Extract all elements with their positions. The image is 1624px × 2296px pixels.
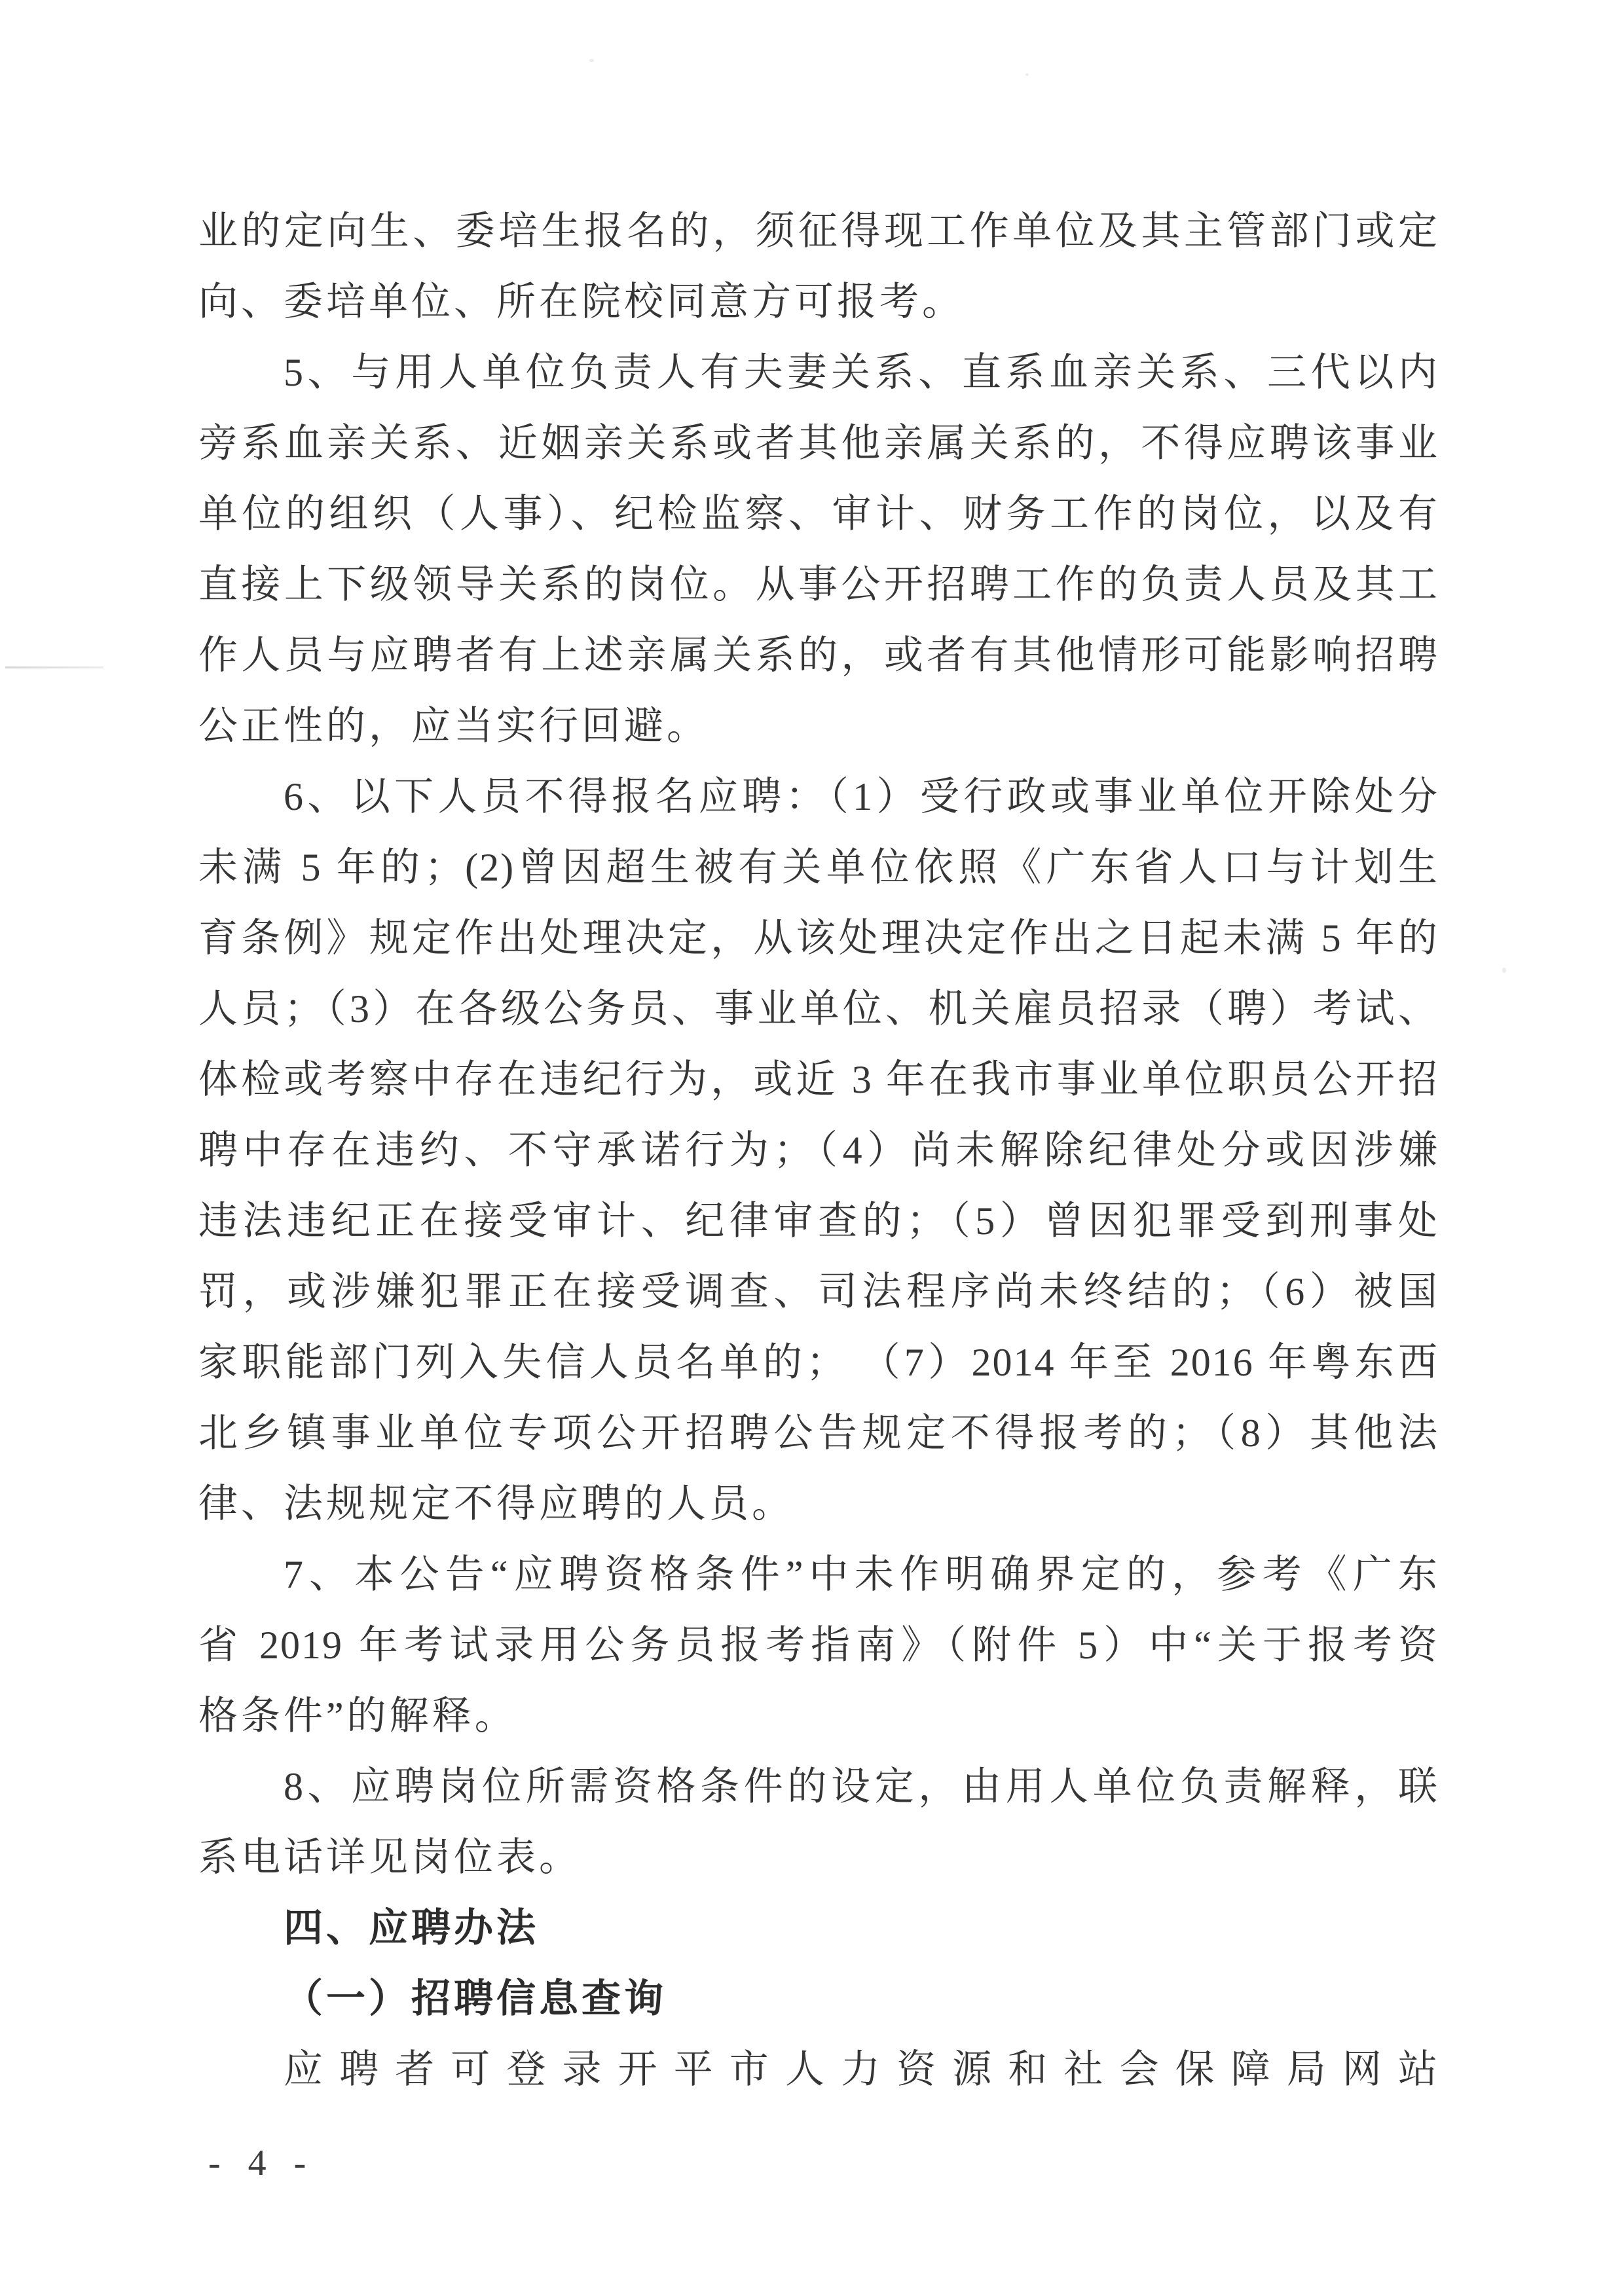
text-line: 旁系血亲关系、近姻亲关系或者其他亲属关系的，不得应聘该事业 [198,422,1439,465]
text-line: 违法违纪正在接受审计、纪律审查的；（5）曾因犯罪受到刑事处 [198,1199,1439,1243]
page-number: - 4 - [208,2143,316,2183]
text-line: 未满 5 年的；(2)曾因超生被有关单位依照《广东省人口与计划生 [198,846,1439,889]
text-line: 业的定向生、委培生报名的，须征得现工作单位及其主管部门或定 [198,210,1439,253]
text-line: 单位的组织（人事）、纪检监察、审计、财务工作的岗位，以及有 [198,492,1439,536]
text-line: 育条例》规定作出处理决定，从该处理决定作出之日起未满 5 年的 [198,917,1439,960]
scan-artifact-line [5,666,103,668]
text-line: 系电话详见岗位表。 [198,1836,581,1879]
text-line: 律、法规规定不得应聘的人员。 [198,1482,794,1525]
text-line: 应聘者可登录开平市人力资源和社会保障局网站 [284,2048,1439,2091]
text-line: 罚，或涉嫌犯罪正在接受调查、司法程序尚未终结的；（6）被国 [198,1270,1439,1313]
scan-speck [589,59,594,62]
text-line: 聘中存在违约、不守承诺行为；（4）尚未解除纪律处分或因涉嫌 [198,1129,1439,1172]
scan-speck [1025,73,1029,76]
text-line: 公正性的，应当实行回避。 [198,704,709,748]
text-line: 格条件”的解释。 [198,1694,517,1738]
subsection-heading-1: （一）招聘信息查询 [284,1977,667,2020]
text-line: 6、以下人员不得报名应聘：（1）受行政或事业单位开除处分 [284,775,1439,818]
text-line: 人员；（3）在各级公务员、事业单位、机关雇员招录（聘）考试、 [198,987,1439,1030]
scan-speck [1502,968,1506,973]
text-line: 家职能部门列入失信人员名单的； （7）2014 年至 2016 年粤东西 [198,1341,1439,1384]
text-line: 8、应聘岗位所需资格条件的设定，由用人单位负责解释，联 [284,1765,1439,1808]
section-heading-4: 四、应聘办法 [284,1906,539,1950]
text-line: 5、与用人单位负责人有夫妻关系、直系血亲关系、三代以内 [284,351,1439,394]
text-line: 直接上下级领导关系的岗位。从事公开招聘工作的负责人员及其工 [198,563,1439,606]
text-line: 体检或考察中存在违纪行为，或近 3 年在我市事业单位职员公开招 [198,1058,1439,1101]
text-line: 作人员与应聘者有上述亲属关系的，或者有其他情形可能影响招聘 [198,634,1439,677]
text-line: 北乡镇事业单位专项公开招聘公告规定不得报考的；（8）其他法 [198,1412,1439,1455]
text-line: 省 2019 年考试录用公务员报考指南》（附件 5）中“关于报考资 [198,1624,1439,1667]
text-line: 7、本公告“应聘资格条件”中未作明确界定的，参考《广东 [284,1553,1439,1596]
document-body [198,196,1439,2105]
text-line: 向、委培单位、所在院校同意方可报考。 [198,280,965,323]
